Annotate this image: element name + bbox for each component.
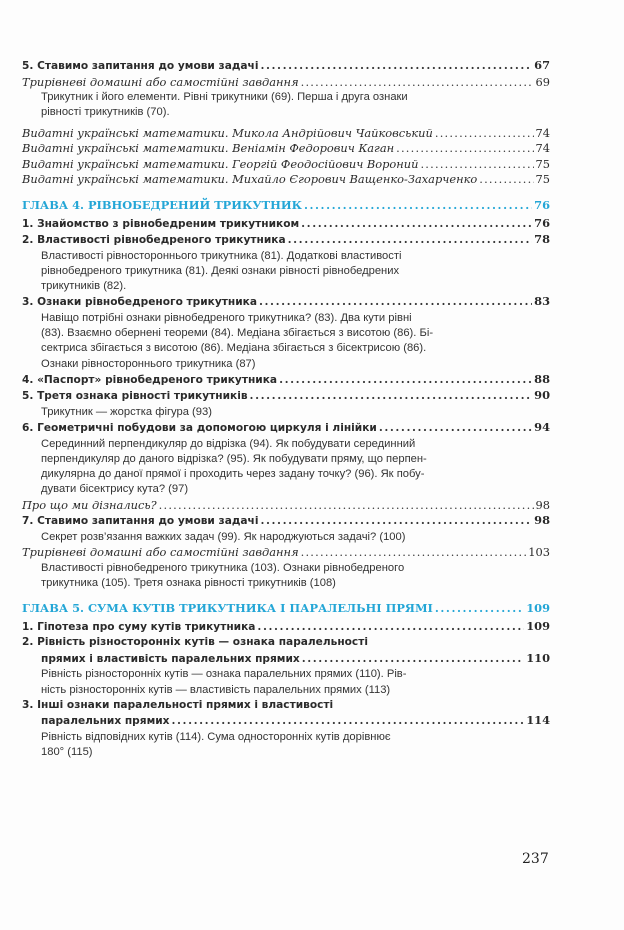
toc-entry-line[interactable]: 2. Рівність різносторонніх кутів — ознака паралельності: [22, 636, 368, 649]
toc-description: Секрет розв’язання важких задач (99). Як народжуються задачі? (100): [41, 530, 406, 543]
toc-entry[interactable]: 1. Знайомство з рівнобедреним трикутником . . . 76: [22, 216, 550, 233]
toc-entry-line[interactable]: 3. Інші ознаки паралельності прямих і властивості: [22, 698, 334, 711]
toc-description: Навіщо потрібні ознаки рівнобедреного трикутника? (83). Два кути рівні (83). Взаємно обернені теореми (84). Медіана збігається з висотою (86). Бі- сектриса збігається з висотою (86). Медіана збігається з бісектрисою (86). Ознаки рівностороннього трикутника (87): [41, 311, 434, 370]
toc-description: Серединний перпендикуляр до відрізка (94). Як побудувати серединний перпендикуляр до даного відрізка? (95). Як побудувати пряму, що перпен- дикулярна до даної прямої і проходить через задану точку? (96). Як побу- дувати бісектрису кута? (97): [41, 437, 427, 496]
toc-entry[interactable]: 2. Властивості рівнобедреного трикутника . . . 78: [22, 232, 550, 249]
toc-entry[interactable]: паралельних прямих . . . 114: [22, 713, 550, 730]
toc-entry[interactable]: Видатні українські математики. Михайло Єгорович Ващенко-Захарченко . . . 75: [22, 172, 550, 188]
toc-entry[interactable]: 3. Ознаки рівнобедреного трикутника . . . 83: [22, 294, 550, 311]
toc-entry[interactable]: Видатні українські математики. Веніамін Федорович Каган . . . 74: [22, 141, 550, 157]
toc-entry[interactable]: Трирівневі домашні або самостійні завдання . . . 69: [22, 75, 550, 91]
toc-entry[interactable]: 5. Третя ознака рівності трикутників . . . 90: [22, 388, 550, 405]
chapter-heading[interactable]: ГЛАВА 4. РІВНОБЕДРЕНИЙ ТРИКУТНИК . . . 76: [22, 198, 550, 214]
toc-entry[interactable]: Видатні українські математики. Микола Андрійович Чайковський . . . 74: [22, 126, 550, 142]
toc-description: Трикутник — жорстка фігура (93): [41, 405, 212, 418]
toc-description: Рівність відповідних кутів (114). Сума односторонніх кутів дорівнює 180° (115): [41, 730, 391, 759]
toc-entry[interactable]: прямих і властивість паралельних прямих . . . 110: [22, 651, 550, 668]
table-of-contents: [22, 58, 550, 760]
toc-entry[interactable]: 1. Гіпотеза про суму кутів трикутника . . . 109: [22, 619, 550, 636]
toc-entry[interactable]: 6. Геометричні побудови за допомогою циркуля і лінійки . . . 94: [22, 420, 550, 437]
toc-entry[interactable]: Про що ми дізнались? . . . 98: [22, 498, 550, 514]
toc-description: Трикутник і його елементи. Рівні трикутники (69). Перша і друга ознаки рівності трикутників (70).: [41, 91, 408, 119]
toc-entry[interactable]: 5. Ставимо запитання до умови задачі . . . 67: [22, 58, 550, 75]
toc-description: Властивості рівностороннього трикутника (81). Додаткові властивості рівнобедреного трикутника (81). Деякі ознаки рівності рівнобедрених трикутників (82).: [41, 249, 402, 293]
toc-entry[interactable]: Видатні українські математики. Георгій Феодосійович Вороний . . . 75: [22, 157, 550, 173]
page-number: 237: [522, 851, 549, 867]
toc-entry[interactable]: Трирівневі домашні або самостійні завдання . . . 103: [22, 545, 550, 561]
toc-description: Властивості рівнобедреного трикутника (103). Ознаки рівнобедреного трикутника (105). Третя ознака рівності трикутників (108): [41, 561, 405, 589]
toc-entry[interactable]: 4. «Паспорт» рівнобедреного трикутника . . . 88: [22, 372, 550, 389]
toc-description: Рівність різносторонніх кутів — ознака паралельних прямих (110). Рів- ність різносторонніх кутів — властивість паралельних прямих (113): [41, 668, 407, 696]
toc-entry[interactable]: 7. Ставимо запитання до умови задачі . . . 98: [22, 513, 550, 530]
chapter-heading[interactable]: ГЛАВА 5. СУМА КУТІВ ТРИКУТНИКА І ПАРАЛЕЛЬНІ ПРЯМІ . . . 109: [22, 601, 550, 617]
